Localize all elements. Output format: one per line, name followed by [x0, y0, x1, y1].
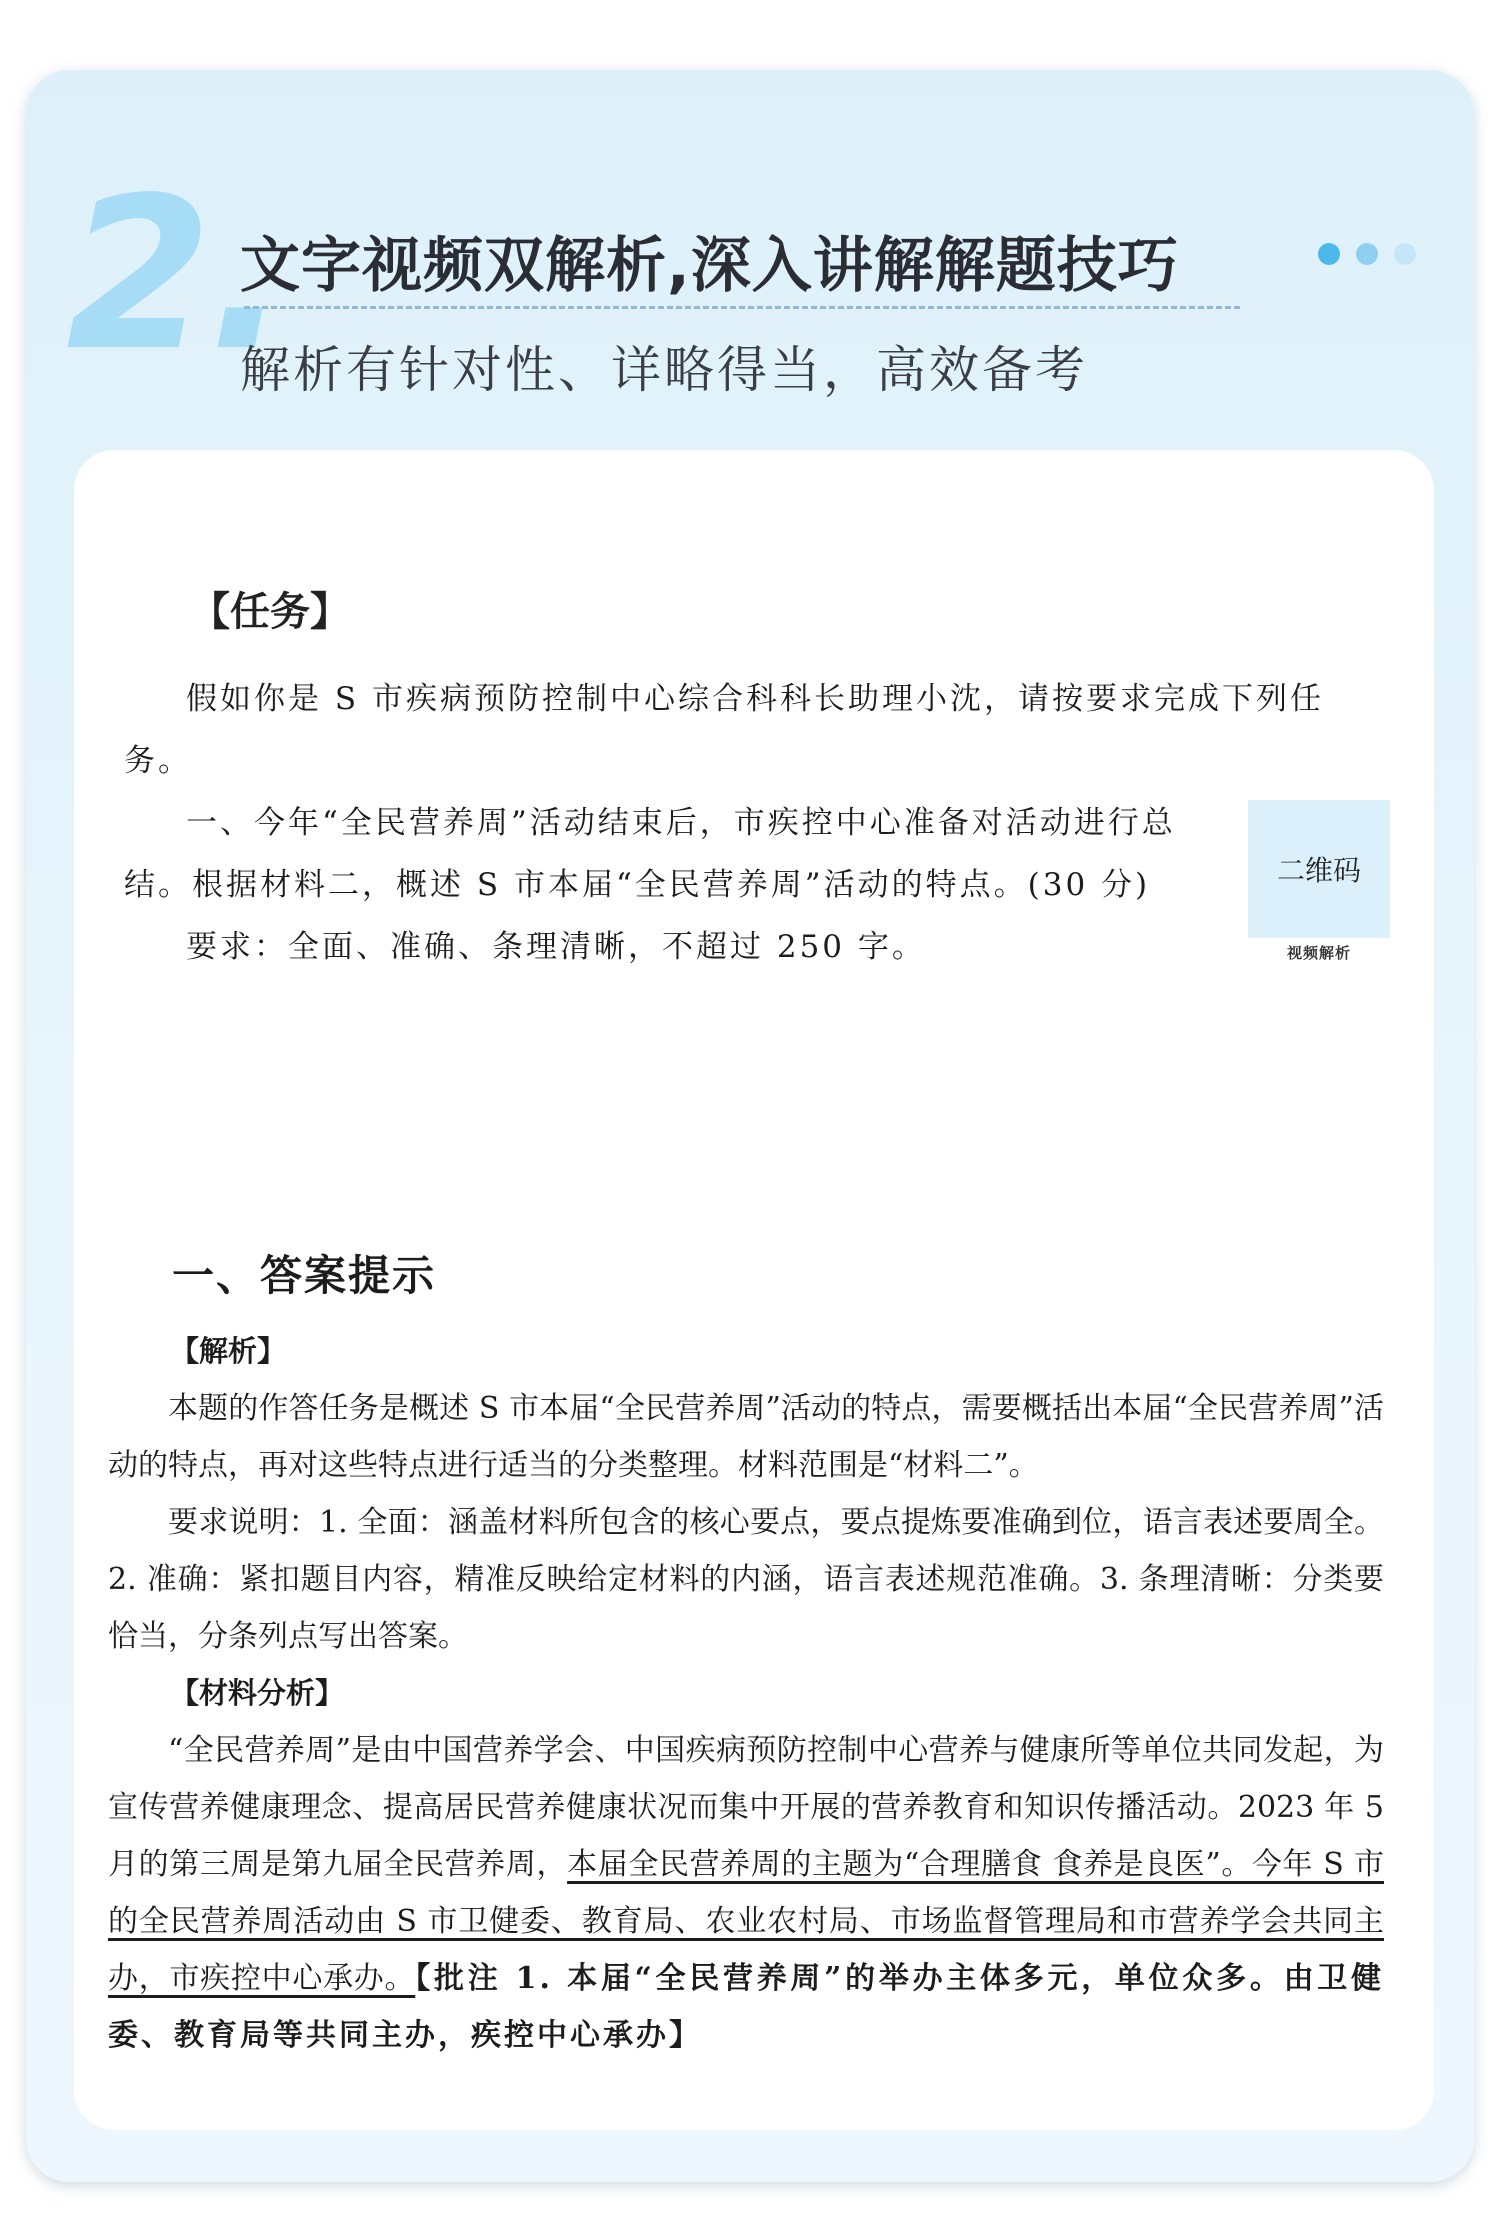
requirement-paragraph: 要求说明：1. 全面：涵盖材料所包含的核心要点，要点提炼要准确到位，语言表述要周全。2. 准确：紧扣题目内容，精准反映给定材料的内涵，语言表述规范准确。3. 条理清晰：分类要恰当，分条列点写出答案。 — [108, 1505, 1384, 1654]
qr-code[interactable] — [1248, 800, 1390, 938]
annotation-note: 【批注 1. 本届“全民营养周”的举办主体多元，单位众多。由卫健委、教育局等共同主办，疾控中心承办】 — [108, 1961, 1385, 2053]
task-intro: 假如你是 S 市疾病预防控制中心综合科科长助理小沈，请按要求完成下列任务。 — [124, 681, 1324, 779]
task-question: 一、今年“全民营养周”活动结束后，市疾控中心准备对活动进行总结。根据材料二，概述 S 市本届“全民营养周”活动的特点。(30 分) — [124, 805, 1176, 903]
material-underlined-text: 本届全民营养周的主题为“合理膳食 食养是良医”。今年 S 市的全民营养周活动由 S 市卫健委、教育局、农业农村局、市场监督管理局和市营养学会共同主办，市疾控中心承办。 — [108, 1847, 1384, 1996]
dot-icon — [1318, 243, 1340, 265]
answer-heading: 一、答案提示 — [172, 1251, 437, 1300]
qr-label: 二维码 — [1276, 854, 1361, 887]
qr-caption: 视频解析 — [1286, 944, 1351, 962]
dot-icon — [1394, 243, 1416, 265]
answer-body — [108, 1323, 1384, 2064]
task-body — [124, 668, 1390, 978]
material-paragraph — [108, 1722, 1384, 2064]
analysis-paragraph: 本题的作答任务是概述 S 市本届“全民营养周”活动的特点，需要概括出本届“全民营养周”活动的特点，再对这些特点进行适当的分类整理。材料范围是“材料二”。 — [108, 1391, 1384, 1483]
material-heading: 【材料分析】 — [170, 1676, 345, 1710]
feature-subline: 解析有针对性、详略得当，高效备考 — [240, 341, 1088, 399]
analysis-heading: 【解析】 — [170, 1334, 287, 1368]
feature-headline: 文字视频双解析,深入讲解解题技巧 — [240, 231, 1179, 301]
task-requirement: 要求：全面、准确、条理清晰，不超过 250 字。 — [186, 929, 926, 965]
section-number: 2. — [66, 152, 284, 397]
material-text: “全民营养周”是由中国营养学会、中国疾病预防控制中心营养与健康所等单位共同发起，为宣传营养健康理念、提高居民营养健康状况而集中开展的营养教育和知识传播活动。2023 年 5 月的第三周是第九届全民营养周， — [108, 1733, 1384, 1882]
task-heading: 【任务】 — [190, 589, 350, 635]
dot-icon — [1356, 243, 1378, 265]
dashed-divider — [244, 306, 1240, 309]
